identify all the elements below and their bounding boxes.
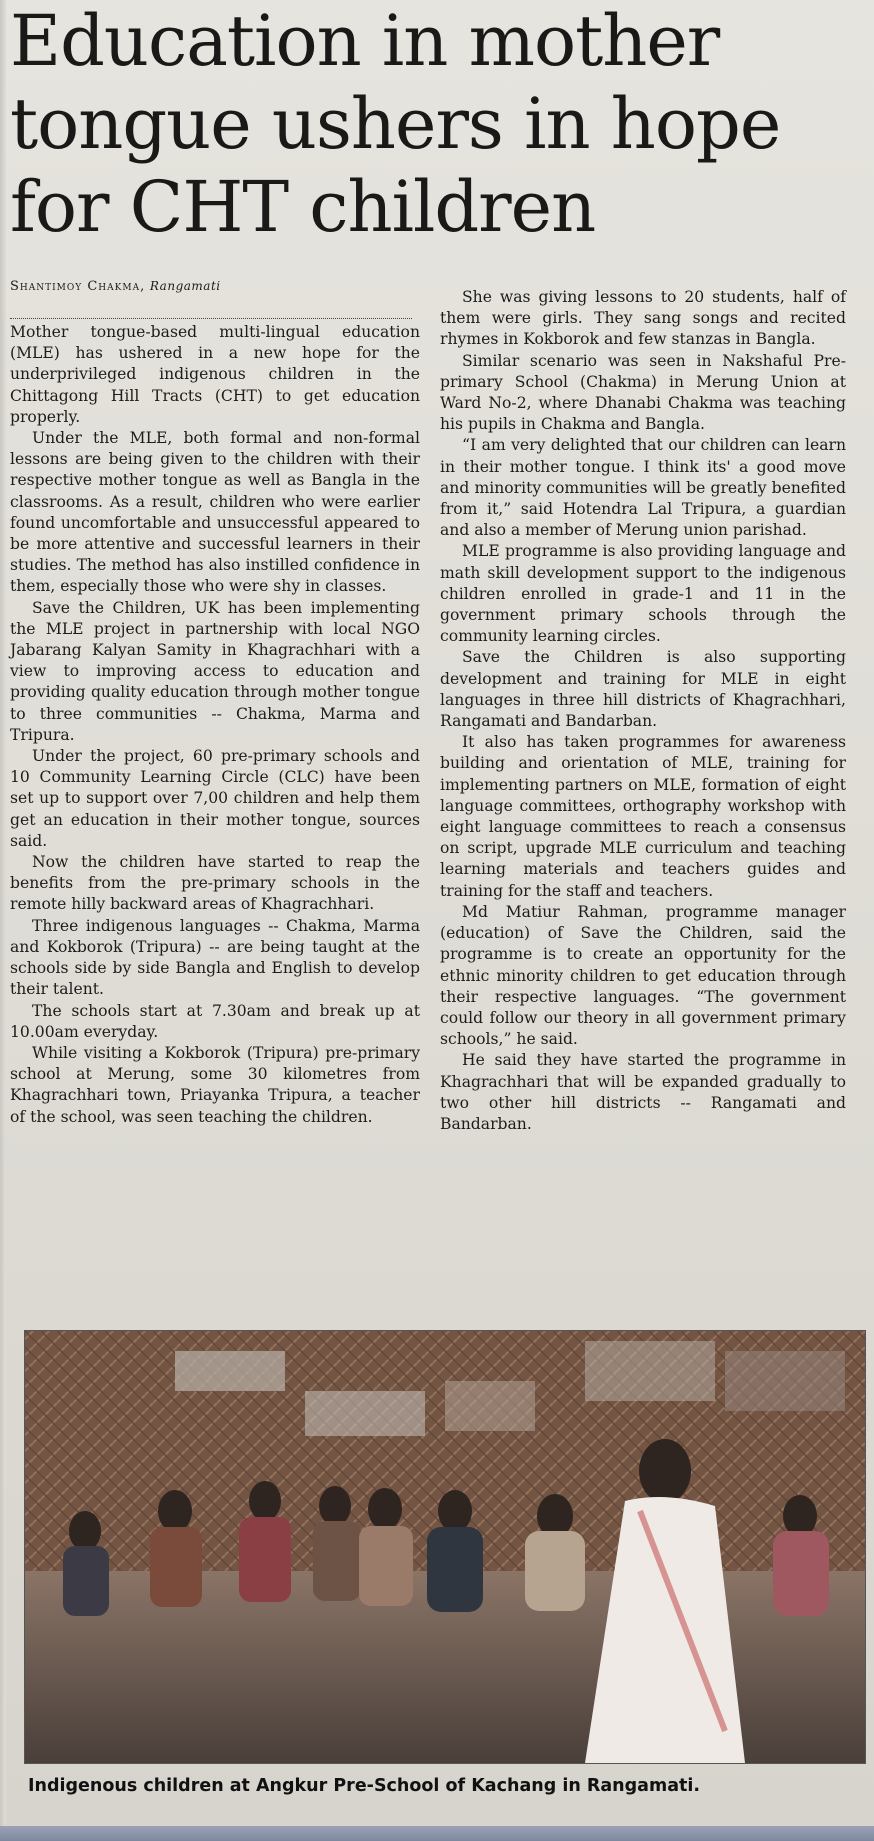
paragraph: Under the project, 60 pre-primary schools and 10 Community Learning Circle (CLC) have been set up to support over 7,00 children and help them get an education in their mother tongue, sources said. bbox=[10, 747, 420, 850]
article-photo bbox=[24, 1330, 866, 1764]
article-column-2 bbox=[440, 287, 846, 1135]
paragraph: Save the Children is also supporting development and training for MLE in eight languages in three hill districts of Khagrachhari, Rangamati and Bandarban. bbox=[440, 648, 846, 731]
page-bottom-bar bbox=[0, 1826, 874, 1841]
paragraph: The schools start at 7.30am and break up at 10.00am everyday. bbox=[10, 1001, 420, 1041]
paragraph: Md Matiur Rahman, programme manager (education) of Save the Children, said the programme is to create an opportunity for the ethnic minority children to get education through their respective languages. “The government could follow our theory in all government primary schools,” he said. bbox=[440, 902, 846, 1049]
byline-author: Shantimoy Chakma, bbox=[10, 279, 146, 294]
paragraph: Save the Children, UK has been implementing the MLE project in partnership with local NGO Jabarang Kalyan Samity in Khagrachhari with a view to improving access to education and providing quality education through mother tongue to three communities -- Chakma, Marma and Tripura. bbox=[10, 598, 420, 744]
photo-caption: Indigenous children at Angkur Pre-School of Kachang in Rangamati. bbox=[28, 1776, 701, 1796]
classroom-photo-illustration bbox=[25, 1331, 865, 1763]
paragraph: Under the MLE, both formal and non-formal lessons are being given to the children with their respective mother tongue as well as Bangla in the classrooms. As a result, children who were earlier found uncomfortable and unsuccessful appeared to be more attentive and successful learners in their studies. The method has also instilled confidence in them, especially those who were shy in classes. bbox=[10, 429, 420, 596]
paragraph: Three indigenous languages -- Chakma, Marma and Kokborok (Tripura) -- are being taught at the schools side by side Bangla and English to develop their talent. bbox=[10, 916, 420, 999]
paragraph: It also has taken programmes for awareness building and orientation of MLE, training for implementing partners on MLE, formation of eight language committees, orthography workshop with eight language committees to reach a consensus on script, upgrade MLE curriculum and teaching learning materials and teachers guides and training for the staff and teachers. bbox=[440, 733, 846, 900]
paragraph: She was giving lessons to 20 students, half of them were girls. They sang songs and recited rhymes in Kokborok and few stanzas in Bangla. bbox=[440, 288, 846, 349]
paragraph: Mother tongue-based multi-lingual education (MLE) has ushered in a new hope for the underprivileged indigenous children in the Chittagong Hill Tracts (CHT) to get education properly. bbox=[10, 323, 420, 426]
page-edge-shadow bbox=[0, 0, 6, 1841]
paragraph: “I am very delighted that our children can learn in their mother tongue. I think its' a good move and minority communities will be greatly benefited from it,” said Hotendra Lal Tripura, a guardian and also a member of Merung union parishad. bbox=[440, 436, 846, 540]
paragraph: He said they have started the programme in Khagrachhari that will be expanded gradually to two other hill districts -- Rangamati and Bandarban. bbox=[440, 1051, 846, 1133]
headline-line-1: Education in mother bbox=[10, 0, 720, 82]
byline-location: Rangamati bbox=[149, 279, 221, 293]
paragraph: Now the children have started to reap the benefits from the pre-primary schools in the remote hilly backward areas of Khagrachhari. bbox=[10, 853, 420, 914]
paragraph: MLE programme is also providing language and math skill development support to the indigenous children enrolled in grade-1 and 11 in the government primary schools through the community learning circles. bbox=[440, 542, 846, 646]
paragraph: While visiting a Kokborok (Tripura) pre-primary school at Merung, some 30 kilometres from Khagrachhari town, Priayanka Tripura, a teacher of the school, was seen teaching the children. bbox=[10, 1043, 420, 1126]
paragraph: Similar scenario was seen in Nakshaful Pre-primary School (Chakma) in Merung Union at Ward No-2, where Dhanabi Chakma was teaching his pupils in Chakma and Bangla. bbox=[440, 351, 846, 434]
byline-divider bbox=[10, 318, 412, 319]
headline-line-3: for CHT children bbox=[10, 166, 596, 248]
headline bbox=[10, 0, 870, 249]
article-column-1 bbox=[10, 322, 420, 1128]
byline bbox=[10, 279, 410, 294]
headline-line-2: tongue ushers in hope bbox=[10, 83, 781, 165]
